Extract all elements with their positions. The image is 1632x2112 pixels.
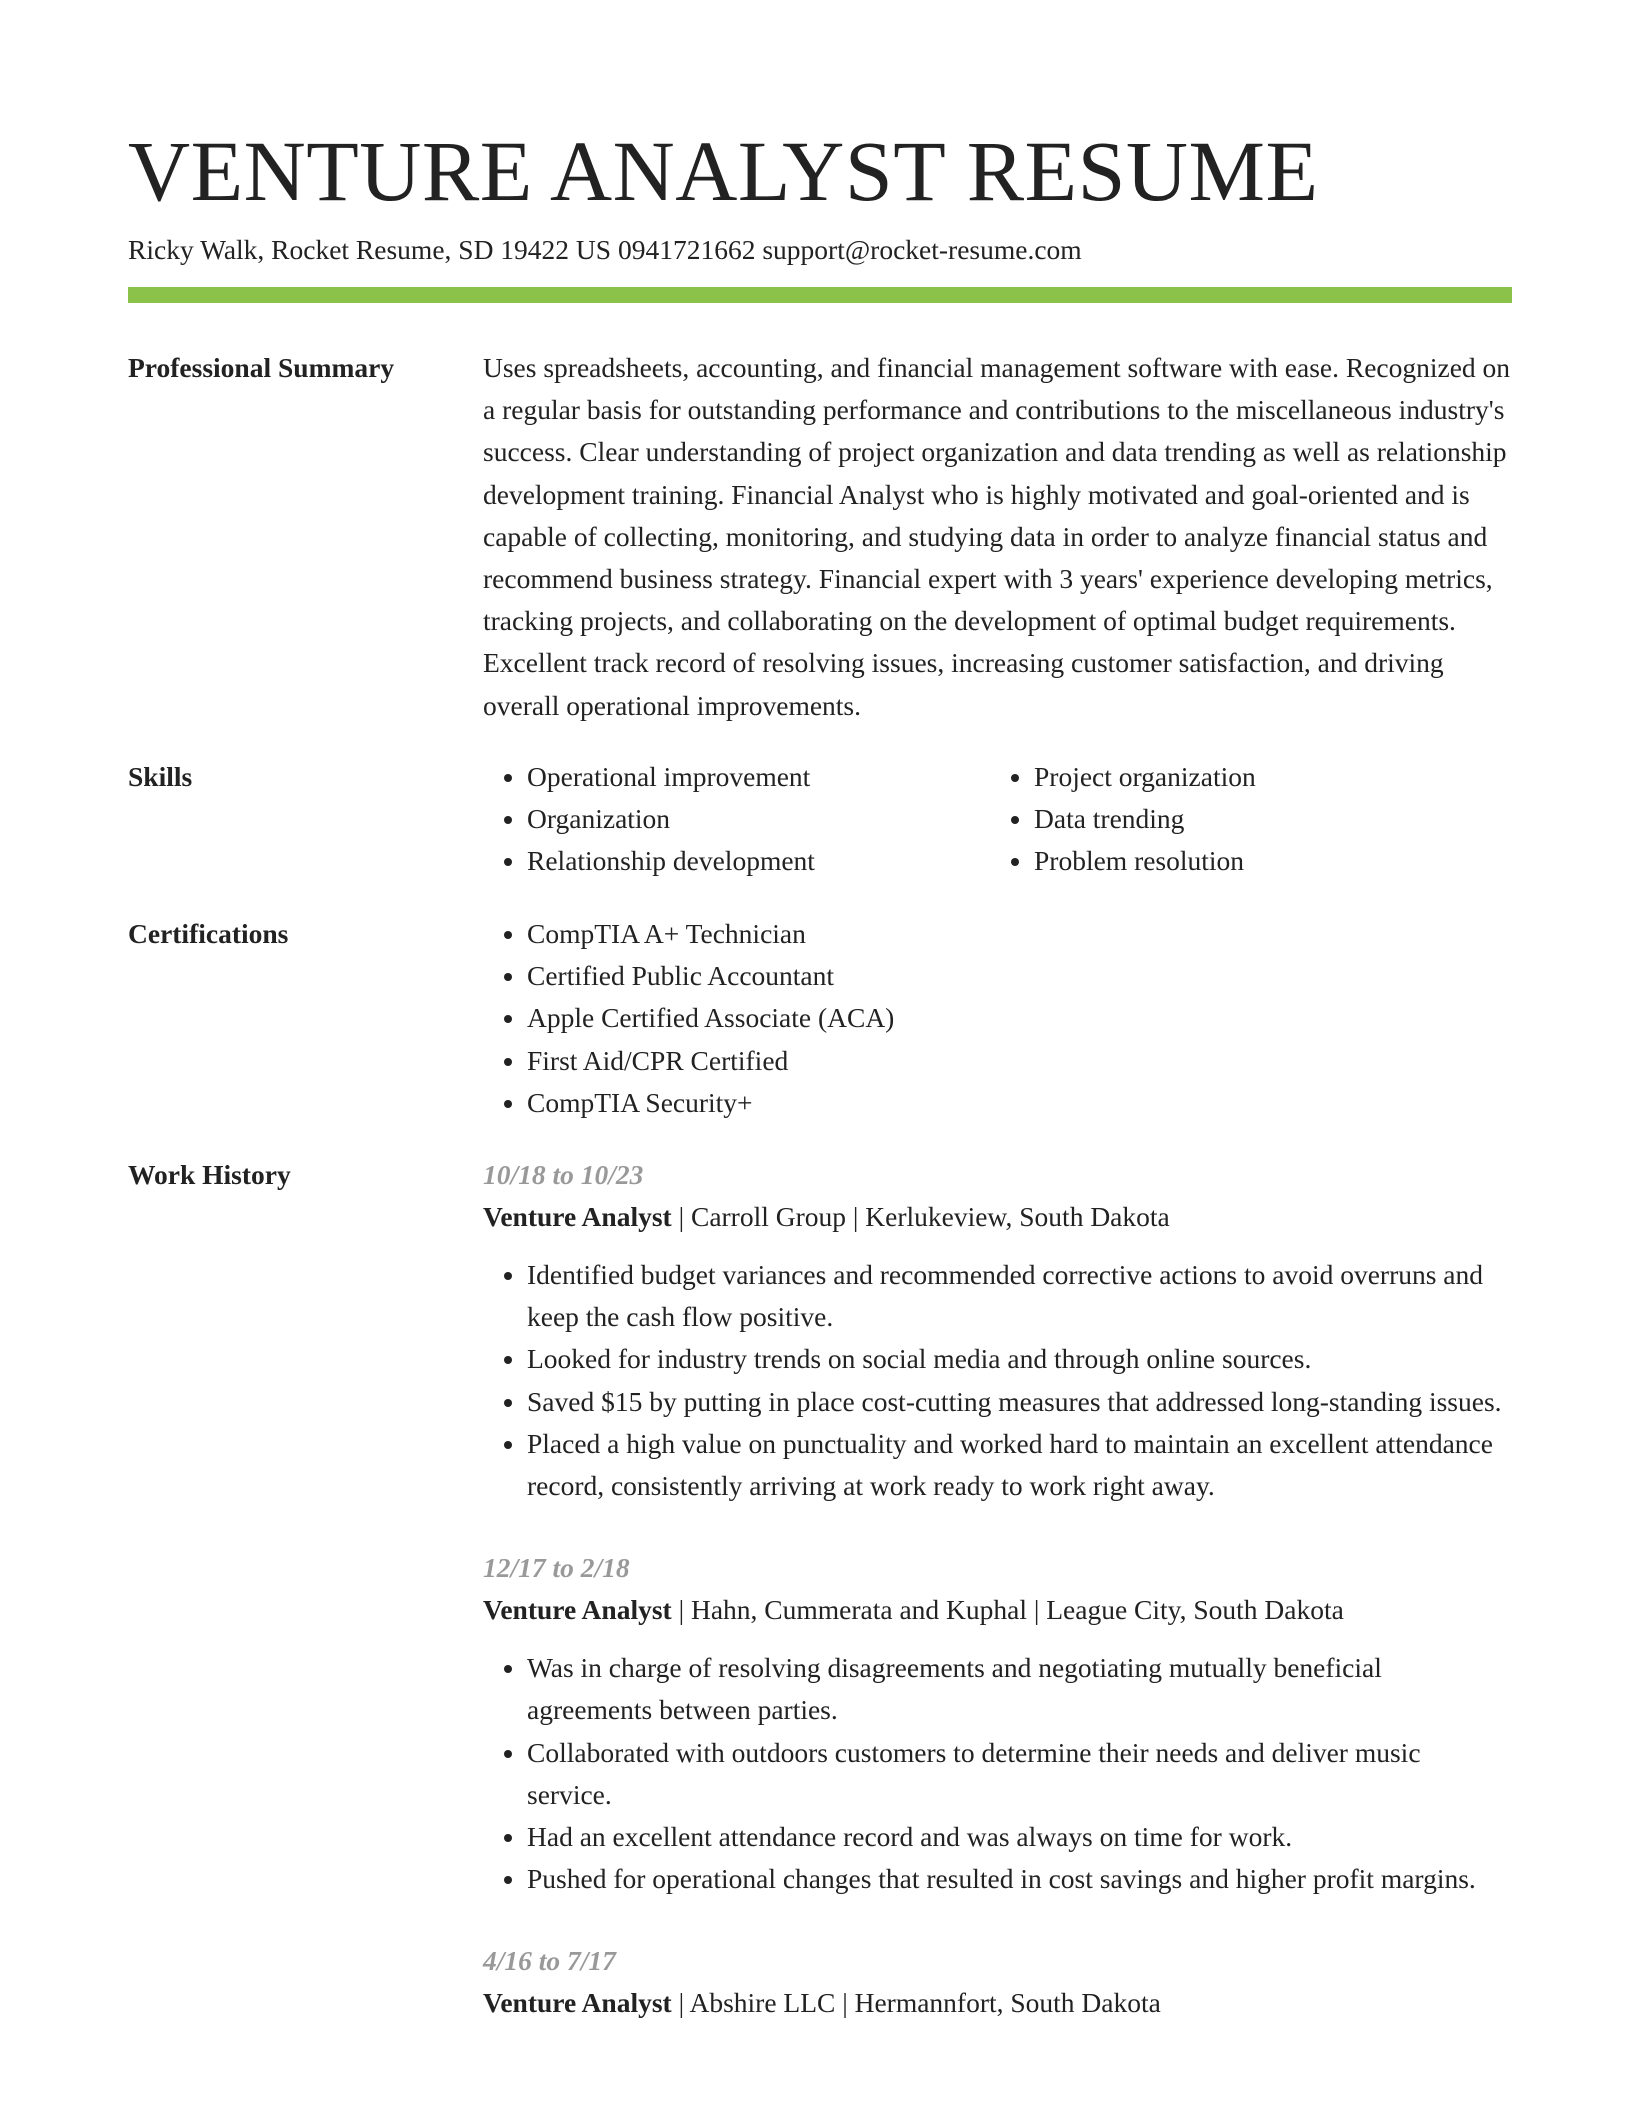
contact-line: Ricky Walk, Rocket Resume, SD 19422 US 0941721662 support@rocket-resume.com	[128, 234, 1082, 265]
skill-item: • Data trending	[1034, 798, 1497, 840]
certification-item: • CompTIA Security+	[527, 1082, 1512, 1124]
header-divider	[128, 287, 1512, 303]
job-title: Venture Analyst	[483, 1987, 672, 2019]
certifications-body	[483, 913, 1512, 1124]
summary-body	[483, 347, 1512, 727]
skill-item: • Problem resolution	[1034, 840, 1497, 882]
job-entry	[483, 1547, 1512, 1900]
job-duties	[483, 1254, 1512, 1507]
skills-column-left	[483, 756, 990, 883]
work-history-body	[483, 1154, 1512, 2064]
job-heading	[483, 1196, 1512, 1238]
certification-item: • Certified Public Accountant	[527, 955, 1512, 997]
skill-item: • Relationship development	[527, 840, 990, 882]
skills-column-right	[990, 756, 1497, 883]
job-title: Venture Analyst	[483, 1201, 672, 1232]
job-dates: 4/16 to 7/17	[483, 1945, 616, 1977]
job-duty: • Had an excellent attendance record and was always on time for work.	[527, 1816, 1512, 1858]
skill-item: • Project organization	[1034, 756, 1497, 798]
resume-title: VENTURE ANALYST RESUME	[128, 123, 1319, 219]
job-heading	[483, 1982, 1512, 2024]
job-duty: • Pushed for operational changes that resulted in cost savings and higher profit margins.	[527, 1858, 1512, 1900]
job-duty: • Was in charge of resolving disagreements and negotiating mutually beneficial agreements between parties.	[527, 1647, 1512, 1731]
job-duty: • Collaborated with outdoors customers to determine their needs and deliver music service.	[527, 1732, 1512, 1816]
job-employer-location: | Hahn, Cummerata and Kuphal | League City, South Dakota	[671, 1594, 1344, 1626]
job-dates: 10/18 to 10/23	[483, 1159, 644, 1190]
job-heading	[483, 1589, 1512, 1631]
work-history-heading: Work History	[128, 1159, 291, 1190]
certifications-heading: Certifications	[128, 918, 289, 949]
job-employer-location: | Abshire LLC | Hermannfort, South Dakota	[671, 1987, 1161, 2019]
certification-item: • Apple Certified Associate (ACA)	[527, 997, 1512, 1039]
job-duty: • Saved $15 by putting in place cost-cutting measures that addressed long-standing issues.	[527, 1381, 1512, 1423]
job-duty: • Identified budget variances and recommended corrective actions to avoid overruns and keep the cash flow positive.	[527, 1254, 1512, 1338]
job-entry	[483, 1154, 1512, 1507]
job-employer-location: | Carroll Group | Kerlukeview, South Dakota	[671, 1201, 1170, 1232]
job-title: Venture Analyst	[483, 1594, 672, 1626]
summary-heading: Professional Summary	[128, 352, 395, 383]
job-duty: • Looked for industry trends on social media and through online sources.	[527, 1338, 1512, 1380]
skills-grid	[483, 756, 1512, 883]
job-dates: 12/17 to 2/18	[483, 1552, 630, 1584]
job-entry	[483, 1940, 1512, 2024]
skill-item: • Operational improvement	[527, 756, 990, 798]
job-duty: • Placed a high value on punctuality and worked hard to maintain an excellent attendance record, consistently arriving at work ready to work right away.	[527, 1423, 1512, 1507]
skill-item: • Organization	[527, 798, 990, 840]
certification-item: • First Aid/CPR Certified	[527, 1040, 1512, 1082]
job-duties	[483, 1647, 1512, 1900]
skills-heading: Skills	[128, 761, 193, 792]
summary-text: Uses spreadsheets, accounting, and financial management software with ease. Recognized on a regular basis for outstanding performance and contributions to the miscellaneous industry's success. Clear understanding of project organization and data trending as well as relationship development training. Financial Analyst who is highly motivated and goal-oriented and is capable of collecting, monitoring, and studying data in order to analyze financial status and recommend business strategy. Financial expert with 3 years' experience developing metrics, tracking projects, and collaborating on the development of optimal budget requirements. Excellent track record of resolving issues, increasing customer satisfaction, and driving overall operational improvements.	[483, 352, 1511, 721]
certification-item: • CompTIA A+ Technician	[527, 913, 1512, 955]
